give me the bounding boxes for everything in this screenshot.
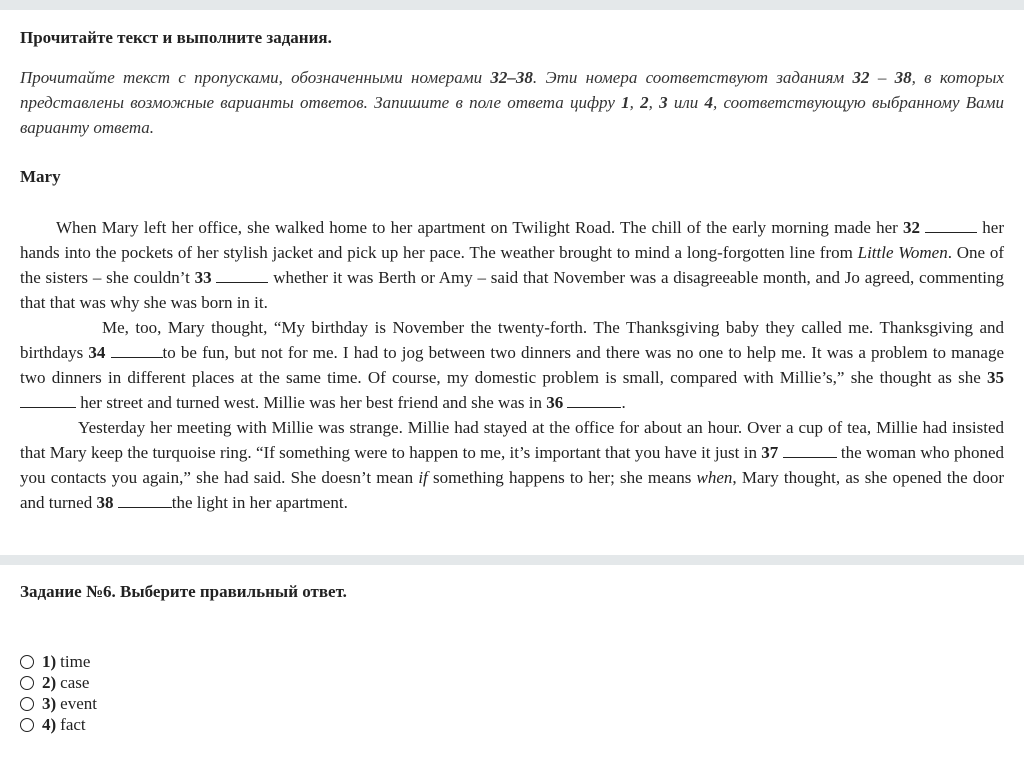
emphasis-when: when [696,468,733,487]
gap-blank-32 [925,218,977,233]
book-title: Little Women [857,243,948,262]
instructions-digit: 4 [704,93,713,112]
instructions [20,65,1004,140]
gap-number-36: 36 [546,393,564,412]
option-number: 4) [42,714,57,734]
gap-number-33: 33 [194,268,212,287]
gap-number-37: 37 [761,443,779,462]
instructions-digit: 1 [621,93,630,112]
answer-option-2[interactable] [20,672,97,693]
radio-button[interactable] [20,697,34,711]
answer-option-4[interactable] [20,714,97,735]
gap-blank-38 [118,493,172,508]
radio-button[interactable] [20,676,34,690]
instructions-range: 32–38 [490,68,533,87]
text-title: Mary [20,167,61,186]
text-segment: , Mary thought, as she opened the door and turned [20,468,1005,512]
text-segment: . One of the sisters – she couldn’t [20,243,1004,287]
gap-blank-34 [111,343,163,358]
option-label: fact [60,714,86,734]
option-label: event [60,693,97,713]
answer-option-1[interactable] [20,651,97,672]
emphasis-if: if [418,468,428,487]
gap-number-35: 35 [987,368,1004,387]
option-label: time [60,651,91,671]
instructions-part: , соответствующую выбранному Вами варианту ответа. [20,93,1005,137]
instructions-part: Прочитайте текст с пропусками, обозначенными номерами [20,68,491,87]
text-segment: When Mary left her office, she walked home to her apartment on Twilight Road. The chill of the early morning made her [56,218,903,237]
top-divider-bar [0,0,1024,10]
text-segment: Yesterday her meeting with Millie was strange. Millie had stayed at the office for about an hour. Over a cup of tea, Millie had insisted that Mary keep the turquoise ring. “If something were to happen to me, it’s important that you have it just in [20,418,1004,462]
gap-blank-36 [567,393,621,408]
radio-button[interactable] [20,655,34,669]
text-segment: the light in her apartment. [171,493,348,512]
instructions-digit: 3 [659,93,668,112]
question-heading: Задание №6. Выберите правильный ответ. [20,582,347,601]
section-divider-bar [0,555,1024,565]
instructions-digit: 2 [640,93,649,112]
gap-number-34: 34 [88,343,106,362]
gap-blank-35 [20,393,76,408]
answer-option-3[interactable] [20,693,97,714]
text-segment: the woman who phoned you contacts you again,” she had said. She doesn’t mean [20,443,1005,487]
task-heading: Прочитайте текст и выполните задания. [20,28,332,47]
instructions-or: или [667,93,705,112]
text-segment: . [621,393,626,412]
instructions-part: . Эти номера соответствуют заданиям [532,68,853,87]
reading-text [20,215,1004,515]
answer-options [20,651,97,735]
text-segment: Me, too, Mary thought, “My birthday is November the twenty-forth. The Thanksgiving baby they called me. Thanksgiving and birthdays [20,318,1004,362]
gap-blank-37 [783,443,837,458]
option-number: 1) [42,651,57,671]
text-segment: her hands into the pockets of her stylish jacket and pick up her pace. The weather brought to mind a long-forgotten line from [20,218,1004,262]
paragraph-3 [20,415,1004,515]
option-number: 3) [42,693,57,713]
option-label: case [60,672,90,692]
instructions-text [20,65,1004,140]
text-segment: whether it was Berth or Amy – said that November was a disagreeable month, and Jo agreed, commenting that that was why she was born in it. [20,268,1005,312]
text-segment: her street and turned west. Millie was her best friend and she was in [76,393,547,412]
instructions-part: , в которых представлены возможные варианты ответов. Запишите в поле ответа цифру [20,68,1004,112]
gap-number-38: 38 [96,493,114,512]
paragraph-2 [20,315,1004,415]
instructions-dash: – [869,68,895,87]
gap-blank-33 [216,268,268,283]
instructions-number: 38 [894,68,912,87]
instructions-number: 32 [852,68,870,87]
text-segment: to be fun, but not for me. I had to jog between two dinners and there was no one to help me. It was a problem to manage two dinners in different places at the same time. Of course, my domestic problem is small, compared with Millie’s,” she thought as she [20,343,1005,387]
option-number: 2) [42,672,57,692]
gap-number-32: 32 [902,218,920,237]
paragraph-1 [20,215,1004,315]
radio-button[interactable] [20,718,34,732]
instructions-comma: , [648,93,660,112]
text-segment: something happens to her; she means [427,468,697,487]
instructions-comma: , [629,93,641,112]
